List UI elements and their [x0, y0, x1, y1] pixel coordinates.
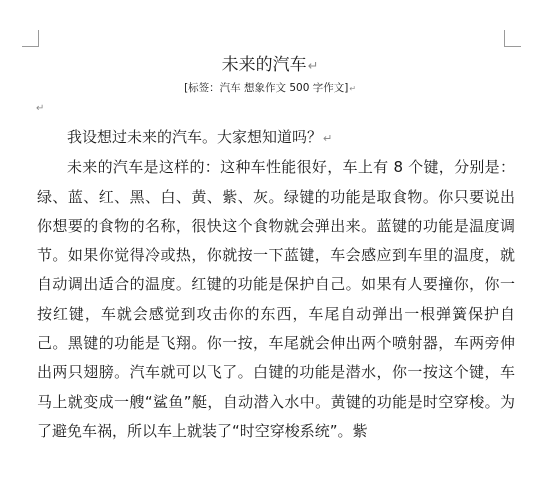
- paragraph-description: 未来的汽车是这样的：这种车性能很好，车上有 8 个键，分别是：绿、蓝、红、黑、白、黄、紫、灰。绿键的功能是取食物。你只要说出你想要的食物的名称，很快这个食物就会弹出来。蓝键的功能是温度调节。如果你觉得冷或热，你就按一下蓝键，车会感应到车里的温度，就自动调出适合的温度。红键的功能是保护自己。如果有人要撞你，你一按红键，车就会感觉到攻击你的东西，车尾自动弹出一根弹簧保护自己。黑键的功能是飞翔。你一按，车尾就会伸出两个喷射器，车两旁伸出两只翅膀。汽车就可以飞了。白键的功能是潜水，你一按这个键，车马上就变成一艘“鲨鱼”艇，自动潜入水中。黄键的功能是时空穿梭。为了避免车祸，所以车上就装了“时空穿梭系统”。紫: [37, 158, 515, 440]
- title-text: 未来的汽车: [221, 55, 307, 75]
- paragraph-intro-text: 我设想过未来的汽车。大家想知道吗？: [67, 128, 323, 146]
- document-body: [37, 123, 515, 446]
- empty-paragraph-mark-icon: ↵: [36, 103, 45, 114]
- paragraph-intro: [37, 123, 515, 153]
- document-tagline: [0, 81, 540, 96]
- tagline-text: [标签：汽车 想象作文 500 字作文]: [184, 82, 349, 94]
- paragraph-mark-icon: ↵: [349, 84, 356, 93]
- document-title: [0, 54, 540, 78]
- page-corner-marker-top-right: [504, 30, 521, 47]
- page-corner-marker-top-left: [22, 30, 39, 47]
- paragraph-mark-icon: ↵: [307, 59, 319, 74]
- paragraph-mark-icon: ↵: [323, 132, 333, 145]
